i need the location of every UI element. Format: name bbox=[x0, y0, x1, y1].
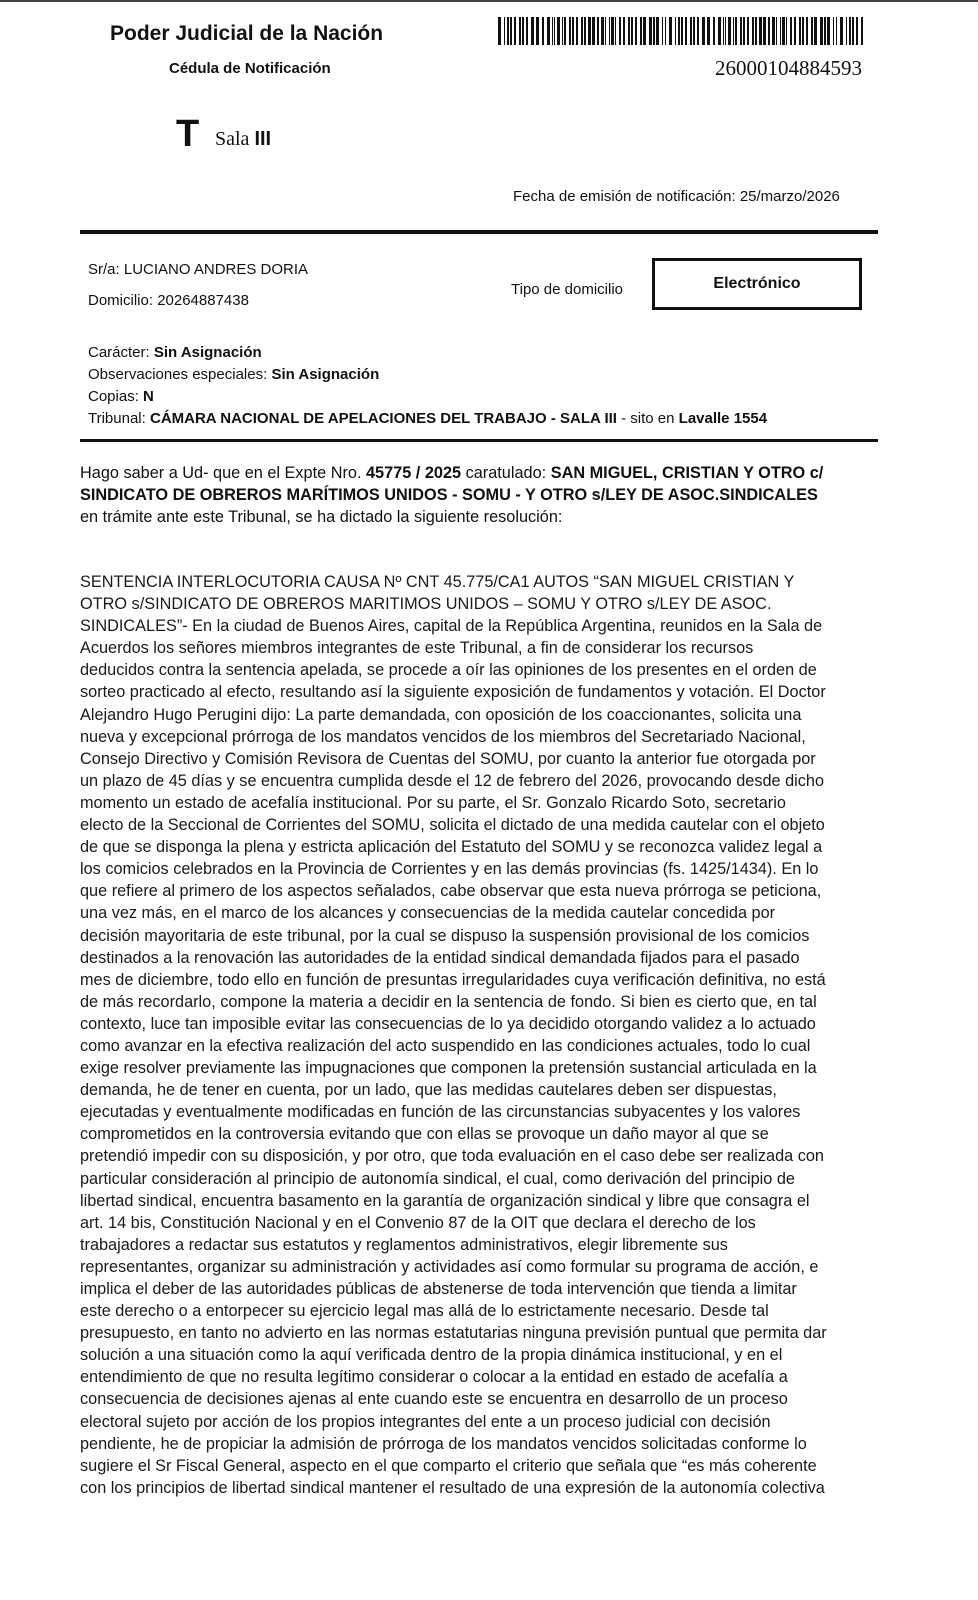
barcode-bar bbox=[735, 17, 737, 45]
resolution-line: sorteo practicado al efecto, resultando así la siguiente exposición de fundamentos y votación. El Doctor bbox=[80, 683, 826, 702]
resolution-line: presupuesto, en tanto no advierto en las normas estatutarias ninguna previsión puntual que permita dar bbox=[80, 1324, 827, 1343]
barcode-bar bbox=[514, 17, 516, 45]
barcode-bar bbox=[846, 17, 847, 45]
barcode-bar bbox=[605, 17, 606, 45]
barcode-bar bbox=[531, 17, 534, 45]
barcode-bar bbox=[763, 17, 766, 45]
resolution-line: este derecho o a entorpecer su ejercicio legal mas allá de lo estrictamente necesario. Desde tal bbox=[80, 1302, 769, 1321]
barcode-bar bbox=[592, 17, 595, 45]
resolution-line: art. 14 bis, Constitución Nacional y en el Convenio 87 de la OIT que declara el derecho de los bbox=[80, 1213, 756, 1232]
barcode-bar bbox=[772, 17, 775, 45]
resolution-line: destinados a la renovación las autoridades de la entidad sindical demandada fijados para el pasado bbox=[80, 948, 800, 967]
barcode-bar bbox=[685, 17, 687, 45]
barcode-bar bbox=[852, 17, 854, 45]
barcode-number: 26000104884593 bbox=[715, 56, 862, 80]
barcode-bar bbox=[662, 17, 663, 45]
barcode-bar bbox=[713, 17, 715, 45]
barcode-bar bbox=[790, 17, 792, 45]
resolution-line: mes de diciembre, todo ello en función de presuntas irregularidades cuya verificación definitiva, no está bbox=[80, 970, 826, 989]
issue-date bbox=[513, 188, 840, 205]
resolution-line: pendiente, he de propiciar la admisión de prórroga de los mandatos vencidos solicitadas conforme lo bbox=[80, 1434, 807, 1453]
resolution-line: implica el deber de las autoridades públicas de abstenerse de toda intervención que tienda a limitar bbox=[80, 1280, 797, 1298]
barcode-bar bbox=[707, 17, 710, 45]
caracter-row bbox=[88, 342, 767, 364]
copias-label: Copias: bbox=[88, 388, 139, 405]
barcode-bar bbox=[759, 17, 762, 45]
intro-text-2: caratulado: bbox=[465, 464, 547, 482]
issue-date-label: Fecha de emisión de notificación: bbox=[513, 188, 736, 205]
resolution-line: electo de la Seccional de Corrientes del SOMU, solicita el dictado de una medida cautelar con el objeto bbox=[80, 816, 825, 835]
barcode-bar bbox=[678, 17, 680, 45]
resolution-line: que refiere al primero de los aspectos señalados, cabe observar que esta nueva prórroga se peticiona, bbox=[80, 882, 822, 901]
caracter-value: Sin Asignación bbox=[153, 344, 262, 361]
barcode-bar bbox=[519, 17, 521, 45]
recipient-name bbox=[88, 261, 308, 278]
intro-text-1: Hago saber a Ud- que en el Expte Nro. bbox=[80, 464, 362, 482]
barcode-bar bbox=[743, 17, 745, 45]
barcode-bar bbox=[635, 17, 637, 45]
tribunal-sito: - sito en bbox=[621, 410, 675, 427]
document-type: Cédula de Notificación bbox=[169, 60, 331, 77]
court-title: Poder Judicial de la Nación bbox=[110, 22, 384, 45]
caratula-line-2: SINDICATO DE OBREROS MARÍTIMOS UNIDOS - SOMU - Y OTRO s/LEY DE ASOC.SINDICALES bbox=[80, 486, 818, 504]
barcode-bar bbox=[811, 17, 813, 45]
sala-prefix: Sala bbox=[215, 128, 250, 150]
barcode-bar bbox=[564, 17, 566, 45]
barcode-bar bbox=[611, 17, 614, 45]
barcode-bar bbox=[669, 17, 672, 45]
copias-row bbox=[88, 386, 767, 408]
barcode-bar bbox=[799, 17, 801, 45]
resolution-line: de más recordarlo, compone la materia a decidir en la sentencia de fondo. Si bien es cierto que, en tal bbox=[80, 992, 817, 1011]
barcode-bar bbox=[802, 17, 804, 45]
barcode-bar bbox=[740, 17, 742, 45]
barcode-bar bbox=[588, 17, 591, 45]
resolution-line: sugiere el Sr Fiscal General, aspecto en el que comparto el criterio que señala que “es más coherente bbox=[80, 1456, 817, 1475]
resolution-line: OTRO s/SINDICATO DE OBREROS MARITIMOS UNIDOS – SOMU Y OTRO s/LEY DE ASOC. bbox=[80, 595, 772, 614]
barcode-bar bbox=[569, 17, 571, 45]
barcode-bar bbox=[665, 17, 666, 45]
barcode-icon bbox=[498, 17, 864, 45]
resolution-line: como avanzar en la efectiva realización del acto suspendido en las condiciones actuales, todo lo cual bbox=[80, 1036, 811, 1055]
resolution-line: demanda, he de tener en cuenta, por un lado, que las medidas cautelares deben ser dispuestas, bbox=[80, 1081, 777, 1100]
barcode-bar bbox=[526, 17, 528, 45]
expediente-number: 45775 / 2025 bbox=[366, 464, 462, 482]
recipient-label: Sr/a: bbox=[88, 261, 120, 278]
caratula-line-1: SAN MIGUEL, CRISTIAN Y OTRO c/ bbox=[550, 464, 824, 482]
resolution-line: comprometidos en la controversia evitando que con ellas se provoque un daño mayor al que se bbox=[80, 1125, 769, 1144]
intro-line-2 bbox=[80, 484, 880, 506]
resolution-line: exige resolver previamente las impugnaciones que componen la pretensión sustancial articulada en la bbox=[80, 1059, 817, 1078]
resolution-line: deducidos contra la sentencia apelada, se procede a oír las opiniones de los presentes en el orden de bbox=[80, 661, 817, 680]
barcode-bar bbox=[814, 17, 817, 45]
barcode-bar bbox=[584, 17, 586, 45]
barcode-bar bbox=[690, 17, 692, 45]
resolution-line: Alejandro Hugo Perugini dijo: La parte demandada, con oposición de los coaccionantes, solicita una bbox=[80, 705, 802, 724]
barcode-bar bbox=[609, 17, 610, 45]
resolution-line: con los principios de libertad sindical mantener el resultado de una expresión de la autonomía colectiva bbox=[80, 1478, 825, 1497]
resolution-line: trabajadores a redactar sus estatutos y reglamentos administrativos, elegir libremente sus bbox=[80, 1235, 728, 1254]
resolution-line: representantes, organizar su administración y actividades así como formular su programa de acción, e bbox=[80, 1257, 819, 1276]
intro-line-1 bbox=[80, 462, 880, 484]
resolution-line: momento un estado de acefalía institucional. Por su parte, el Sr. Gonzalo Ricardo Soto, secretario bbox=[80, 793, 786, 812]
barcode-bar bbox=[794, 17, 796, 45]
barcode-bar bbox=[619, 17, 621, 45]
tribunal-address: Lavalle 1554 bbox=[678, 410, 768, 427]
tribunal-value: CÁMARA NACIONAL DE APELACIONES DEL TRABAJO - SALA III bbox=[149, 410, 617, 427]
barcode-bar bbox=[681, 17, 683, 45]
barcode-bar bbox=[628, 17, 630, 45]
resolution-line: contexto, luce tan imposible evitar las consecuencias de lo ya decidido otorgando validez a lo actuado bbox=[80, 1014, 816, 1033]
resolution-line: de que se disponga la plena y estricta aplicación del Estatuto del SOMU y se reconozca validez legal a bbox=[80, 838, 823, 857]
barcode-bar bbox=[542, 17, 544, 45]
barcode-bar bbox=[507, 17, 509, 45]
page-top-edge bbox=[0, 0, 978, 2]
barcode-bar bbox=[675, 17, 676, 45]
barcode-bar bbox=[806, 17, 808, 45]
barcode-bar bbox=[643, 17, 646, 45]
barcode-bar bbox=[693, 17, 695, 45]
barcode-bar bbox=[601, 17, 604, 45]
barcode-bar bbox=[733, 17, 734, 45]
barcode-bar bbox=[728, 17, 731, 45]
barcode-bar bbox=[554, 17, 555, 45]
resolution-line: un plazo de 45 días y se encuentra cumplida desde el 12 de febrero del 2026, provocando desde dicho bbox=[80, 771, 825, 790]
resolution-line: electoral sujeto por acción de los propios integrantes del ente a un proceso judicial con decisión bbox=[80, 1412, 771, 1431]
resolution-line: ejecutadas y eventualmente modificadas en función de las circunstancias subyacentes y los valores bbox=[80, 1103, 801, 1122]
barcode-bar bbox=[827, 17, 830, 45]
barcode-bar bbox=[536, 17, 539, 45]
barcode-bar bbox=[572, 17, 574, 45]
barcode-bar bbox=[576, 17, 578, 45]
barcode-bar bbox=[833, 17, 834, 45]
barcode-bar bbox=[718, 17, 721, 45]
barcode-bar bbox=[656, 17, 659, 45]
barcode-bar bbox=[723, 17, 724, 45]
domicile-type-box bbox=[652, 258, 862, 310]
barcode-bar bbox=[631, 17, 633, 45]
sala-number: III bbox=[254, 128, 272, 150]
observaciones-label: Observaciones especiales: bbox=[88, 366, 268, 383]
barcode-bar bbox=[581, 17, 583, 45]
resolution-line: Consejo Directivo y Comisión Revisora de Cuentas del SOMU, por cuanto la anterior fue otorgada por bbox=[80, 749, 816, 768]
resolution-line: solución a una situación como la aquí verificada dentro de la propia dinámica institucional, y en el bbox=[80, 1346, 783, 1365]
barcode-bar bbox=[820, 17, 823, 45]
resolution-line: decisión mayoritaria de este tribunal, por la cual se dispuso la suspensión provisional de los comicios bbox=[80, 926, 810, 945]
barcode-bar bbox=[861, 17, 863, 45]
barcode-bar bbox=[780, 17, 781, 45]
barcode-bar bbox=[840, 17, 843, 45]
domicile-value: 20264887438 bbox=[157, 292, 249, 309]
barcode-bar bbox=[697, 17, 699, 45]
barcode-bar bbox=[849, 17, 851, 45]
notification-details bbox=[88, 342, 767, 430]
barcode-bar bbox=[562, 17, 563, 45]
resolution-line: pretendió impedir con su disposición, y por otro, que toda evaluación en el caso debe ser realizada con bbox=[80, 1147, 824, 1166]
barcode-bar bbox=[640, 17, 642, 45]
resolution-line: libertad sindical, encuentra basamento en la garantía de organización sindical y libre que consagra el bbox=[80, 1191, 810, 1210]
recipient-value: LUCIANO ANDRES DORIA bbox=[123, 261, 309, 278]
resolution-line: particular consideración al principio de autonomía sindical, el cual, como derivación del principio de bbox=[80, 1169, 795, 1188]
barcode-bar bbox=[856, 17, 858, 45]
resolution-line: Acuerdos los señores miembros integrantes de este Tribunal, a fin de considerar los recursos bbox=[80, 639, 754, 658]
caracter-label: Carácter: bbox=[88, 344, 150, 361]
barcode-bar bbox=[510, 17, 512, 45]
barcode-bar bbox=[752, 17, 754, 45]
sala-label bbox=[215, 128, 271, 151]
tribunal-label: Tribunal: bbox=[88, 410, 146, 427]
barcode-bar bbox=[623, 17, 625, 45]
barcode-bar bbox=[747, 17, 749, 45]
resolution-line: consecuencia de decisiones ajenas al ente cuando este se encuentra en desarrollo de un proceso bbox=[80, 1390, 788, 1409]
barcode-bar bbox=[755, 17, 757, 45]
barcode-bar bbox=[776, 17, 777, 45]
issue-date-value: 25/marzo/2026 bbox=[739, 188, 840, 205]
barcode-bar bbox=[836, 17, 837, 45]
recipient-domicile bbox=[88, 292, 249, 309]
barcode-bar bbox=[782, 17, 785, 45]
barcode-bar bbox=[597, 17, 599, 45]
divider bbox=[80, 230, 878, 234]
divider bbox=[80, 439, 878, 442]
resolution-line: nueva y excepcional prórroga de los mandatos vencidos de los miembros del Secretariado Nacional, bbox=[80, 727, 806, 746]
observaciones-value: Sin Asignación bbox=[271, 366, 380, 383]
barcode-bar bbox=[557, 17, 560, 45]
barcode-bar bbox=[498, 17, 501, 45]
barcode-bar bbox=[653, 17, 655, 45]
barcode-bar bbox=[649, 17, 652, 45]
resolution-line: los comicios celebrados en la Provincia de Corrientes y en las demás provincias (fs. 1425/1434). En lo bbox=[80, 860, 819, 879]
domicile-type-value: Electrónico bbox=[713, 275, 801, 292]
barcode-bar bbox=[547, 17, 550, 45]
resolution-line: SINDICALES”- En la ciudad de Buenos Aires, capital de la República Argentina, reunidos en la Sala de bbox=[80, 617, 823, 636]
barcode-bar bbox=[786, 17, 787, 45]
barcode-bar bbox=[702, 17, 705, 45]
notification-intro bbox=[80, 462, 880, 528]
intro-line-3: en trámite ante este Tribunal, se ha dictado la siguiente resolución: bbox=[80, 508, 563, 526]
tribunal-row bbox=[88, 408, 767, 430]
resolution-text bbox=[80, 571, 880, 1499]
barcode-bar bbox=[552, 17, 553, 45]
barcode-bar bbox=[768, 17, 770, 45]
copias-value: N bbox=[143, 388, 154, 405]
resolution-line: SENTENCIA INTERLOCUTORIA CAUSA Nº CNT 45.775/CA1 AUTOS “SAN MIGUEL CRISTIAN Y bbox=[80, 573, 795, 591]
resolution-line: una vez más, en el marco de los alcances y consecuencias de la medida cautelar concedida por bbox=[80, 904, 776, 923]
barcode-bar bbox=[522, 17, 524, 45]
code-letter: T bbox=[176, 113, 200, 155]
barcode-bar bbox=[824, 17, 826, 45]
observaciones-row bbox=[88, 364, 767, 386]
resolution-line: entendimiento de que no resulta legítimo considerar o colocar a la entidad en estado de acefalía a bbox=[80, 1368, 788, 1387]
domicile-label: Domicilio: bbox=[88, 292, 154, 309]
barcode-bar bbox=[725, 17, 726, 45]
domicile-type-label: Tipo de domicilio bbox=[511, 281, 623, 298]
barcode-bar bbox=[504, 17, 505, 45]
barcode-bar bbox=[615, 17, 616, 45]
